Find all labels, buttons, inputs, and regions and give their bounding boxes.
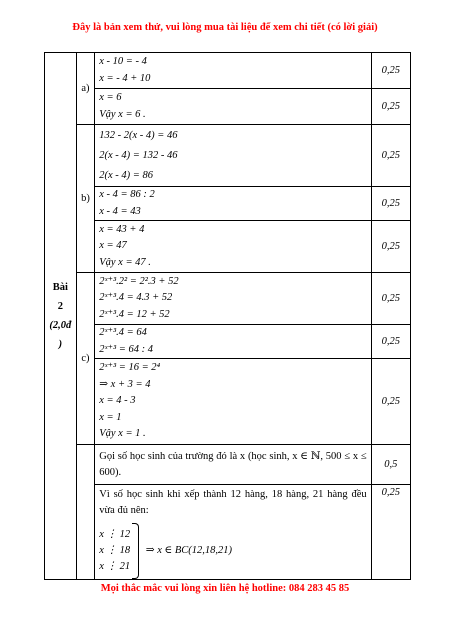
math-line: Vậy x = 47 .: [99, 256, 151, 268]
math-line: Vậy x = 1 .: [99, 428, 146, 440]
math-line: 2ˣ⁺³.4 = 64: [99, 327, 147, 338]
problem-label-cell: [45, 53, 77, 580]
preview-notice-banner: Đây là bản xem thử, vui lòng mua tài liệu để xem chi tiết (có lời giải): [72, 22, 378, 33]
math-line: x - 10 = - 4: [99, 56, 147, 67]
answer-cell: [95, 89, 371, 125]
math-line: 2ˣ⁺³ = 64 : 4: [99, 343, 153, 355]
math-line: x ⋮ 21: [99, 561, 131, 572]
math-line: Vậy x = 6 .: [99, 108, 146, 120]
math-line: 2ˣ⁺³ = 16 = 2⁴: [99, 362, 161, 374]
table-row: [45, 187, 411, 221]
math-line: x - 4 = 43: [99, 205, 141, 217]
answer-cell: [95, 445, 371, 485]
part-b-label: b): [76, 125, 95, 273]
table-row: [45, 53, 411, 89]
math-line: x = 43 + 4: [99, 223, 145, 235]
math-line: 132 - 2(x - 4) = 46: [99, 129, 178, 141]
score-cell: 0,25: [371, 485, 410, 580]
answer-cell: [95, 221, 371, 273]
conclusion-line: ⇒ x ∈ BC(12,18,21): [145, 545, 233, 556]
math-line: 2(x - 4) = 86: [99, 169, 153, 181]
problem-label: Bài 2: [52, 282, 68, 312]
answer-cell: [95, 187, 371, 221]
answer-cell: [95, 485, 371, 580]
setup-text: Gọi số học sinh của trường đó là x (học sinh, x ∈ ℕ, 500 ≤ x ≤ 600).: [99, 450, 367, 478]
reasoning-text: Vì số học sinh khi xếp thành 12 hàng, 18 hàng, 21 hàng đều vừa đủ nên:: [99, 489, 367, 516]
table-row: [45, 125, 411, 187]
answer-cell: [95, 359, 371, 445]
problem-points: (2,0đ: [49, 320, 72, 331]
math-line: 2ˣ⁺³.4 = 4.3 + 52: [99, 292, 173, 304]
math-line: x ⋮ 18: [99, 545, 131, 556]
table-row: [45, 485, 411, 580]
table-row: [45, 221, 411, 273]
answer-cell: [95, 125, 371, 187]
math-line: 2ˣ⁺³.2² = 2².3 + 52: [99, 275, 179, 287]
table-row: [45, 89, 411, 125]
part-d-label: [76, 445, 95, 580]
divisibility-system: [99, 523, 366, 579]
math-line: 2ˣ⁺³.4 = 12 + 52: [99, 308, 170, 320]
score-cell: 0,25: [371, 125, 410, 187]
part-c-label: c): [76, 273, 95, 445]
score-cell: 0,25: [371, 325, 410, 359]
table-row: [45, 273, 411, 325]
math-line: x = 4 - 3: [99, 395, 136, 407]
solution-table: [44, 52, 411, 580]
score-cell: 0,25: [371, 187, 410, 221]
score-cell: 0,5: [371, 445, 410, 485]
table-row: [45, 325, 411, 359]
math-line: 2(x - 4) = 132 - 46: [99, 149, 178, 161]
table-row: [45, 445, 411, 485]
problem-points-close: ): [58, 339, 63, 350]
hotline-footer-banner: Mọi thắc mắc vui lòng xin liên hệ hotline: 084 283 45 85: [100, 583, 350, 594]
math-line: ⇒ x + 3 = 4: [99, 378, 151, 390]
math-line: x = 47: [99, 240, 127, 252]
system-lines: [99, 527, 130, 575]
part-a-label: a): [76, 53, 95, 125]
math-line: x - 4 = 86 : 2: [99, 189, 155, 200]
answer-cell: [95, 325, 371, 359]
score-cell: 0,25: [371, 273, 410, 325]
math-line: x ⋮ 12: [99, 529, 131, 540]
math-line: x = 1: [99, 411, 122, 423]
score-cell: 0,25: [371, 221, 410, 273]
math-line: x = 6: [99, 92, 122, 103]
score-cell: 0,25: [371, 53, 410, 89]
answer-cell: [95, 273, 371, 325]
answer-cell: [95, 53, 371, 89]
math-line: x = - 4 + 10: [99, 72, 151, 84]
score-cell: 0,25: [371, 89, 410, 125]
table-row: [45, 359, 411, 445]
score-cell: 0,25: [371, 359, 410, 445]
system-brace: [132, 523, 139, 579]
